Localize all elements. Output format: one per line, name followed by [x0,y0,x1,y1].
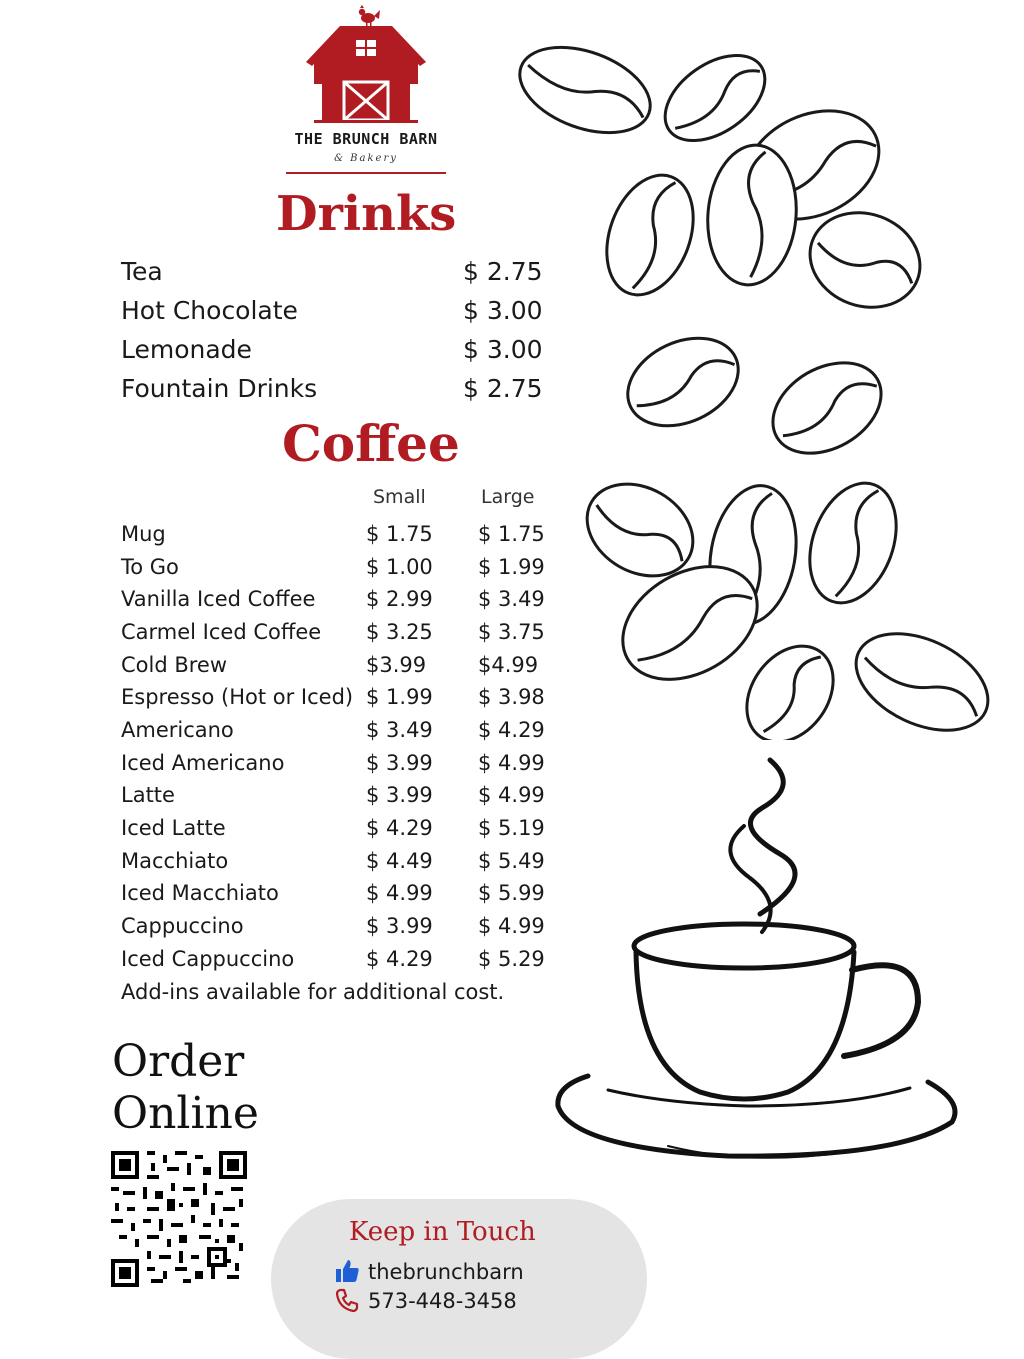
logo-divider [286,172,446,174]
column-header-large: Large [481,486,535,508]
menu-item [121,947,561,979]
social-handle: thebrunchbarn [368,1260,524,1284]
item-price-small: $ 3.25 [366,620,433,644]
item-name: Mug [121,522,166,546]
item-name: Lemonade [121,335,252,364]
item-name: Espresso (Hot or Iced) [121,685,354,709]
phone-number: 573-448-3458 [368,1289,517,1313]
drinks-heading: Drinks [276,186,457,242]
item-price: $ 3.00 [463,335,543,364]
menu-item [121,881,561,913]
item-price-small: $ 3.99 [366,914,433,938]
phone-link[interactable] [334,1287,517,1313]
item-price-large: $ 3.98 [478,685,545,709]
item-name: Tea [121,257,163,286]
item-price-small: $ 1.00 [366,555,433,579]
item-price-large: $ 5.19 [478,816,545,840]
phone-icon [334,1287,360,1313]
add-ins-note: Add-ins available for additional cost. [121,980,505,1004]
order-online-line2: Online [112,1088,259,1139]
menu-item [121,914,561,946]
menu-item [121,522,561,554]
menu-item [121,620,561,652]
brunch-barn-logo [284,4,448,176]
contact-heading: Keep in Touch [349,1217,536,1247]
column-header-small: Small [373,486,426,508]
item-price-small: $ 4.49 [366,849,433,873]
item-price-large: $4.99 [478,653,539,677]
menu-item [121,555,561,587]
item-price-small: $3.99 [366,653,427,677]
item-name: Fountain Drinks [121,374,318,403]
social-link[interactable] [334,1258,524,1284]
logo-subtitle: & Bakery [334,153,398,164]
item-price-large: $ 4.99 [478,751,545,775]
item-name: Macchiato [121,849,229,873]
menu-item [121,751,561,783]
qr-code[interactable] [111,1151,247,1287]
item-price: $ 2.75 [463,257,543,286]
item-price-large: $ 4.99 [478,783,545,807]
item-price: $ 2.75 [463,374,543,403]
coffee-heading: Coffee [282,414,460,473]
item-price-large: $ 3.75 [478,620,545,644]
menu-item [121,783,561,815]
item-price-small: $ 2.99 [366,587,433,611]
item-name: Cold Brew [121,653,228,677]
coffee-cup-icon [548,756,968,1176]
item-name: Cappuccino [121,914,244,938]
logo-title: THE BRUNCH BARN [294,130,438,148]
item-price-large: $ 4.99 [478,914,545,938]
barn-icon [284,4,448,128]
item-name: Iced Cappuccino [121,947,295,971]
item-price-large: $ 5.29 [478,947,545,971]
item-name: Carmel Iced Coffee [121,620,322,644]
thumbs-up-icon [334,1258,360,1284]
item-price-large: $ 5.99 [478,881,545,905]
item-name: Iced Latte [121,816,226,840]
item-price: $ 3.00 [463,296,543,325]
item-price-large: $ 5.49 [478,849,545,873]
coffee-beans-illustration [500,20,1010,740]
order-online-line1: Order [112,1036,245,1087]
item-price-small: $ 1.99 [366,685,433,709]
item-price-large: $ 3.49 [478,587,545,611]
item-price-small: $ 4.29 [366,816,433,840]
item-price-small: $ 3.99 [366,751,433,775]
item-name: Hot Chocolate [121,296,298,325]
item-name: Vanilla Iced Coffee [121,587,316,611]
item-price-large: $ 4.29 [478,718,545,742]
order-online-heading [112,1036,262,1140]
item-name: Latte [121,783,175,807]
item-price-large: $ 1.75 [478,522,545,546]
item-name: Iced Americano [121,751,285,775]
item-price-large: $ 1.99 [478,555,545,579]
item-name: Iced Macchiato [121,881,279,905]
item-price-small: $ 4.99 [366,881,433,905]
item-name: To Go [121,555,179,579]
menu-item [121,718,561,750]
item-price-small: $ 4.29 [366,947,433,971]
menu-item [121,587,561,619]
menu-item [121,685,561,717]
menu-item [121,653,561,685]
menu-item [121,816,561,848]
item-name: Americano [121,718,234,742]
item-price-small: $ 3.99 [366,783,433,807]
item-price-small: $ 1.75 [366,522,433,546]
item-price-small: $ 3.49 [366,718,433,742]
menu-item [121,849,561,881]
